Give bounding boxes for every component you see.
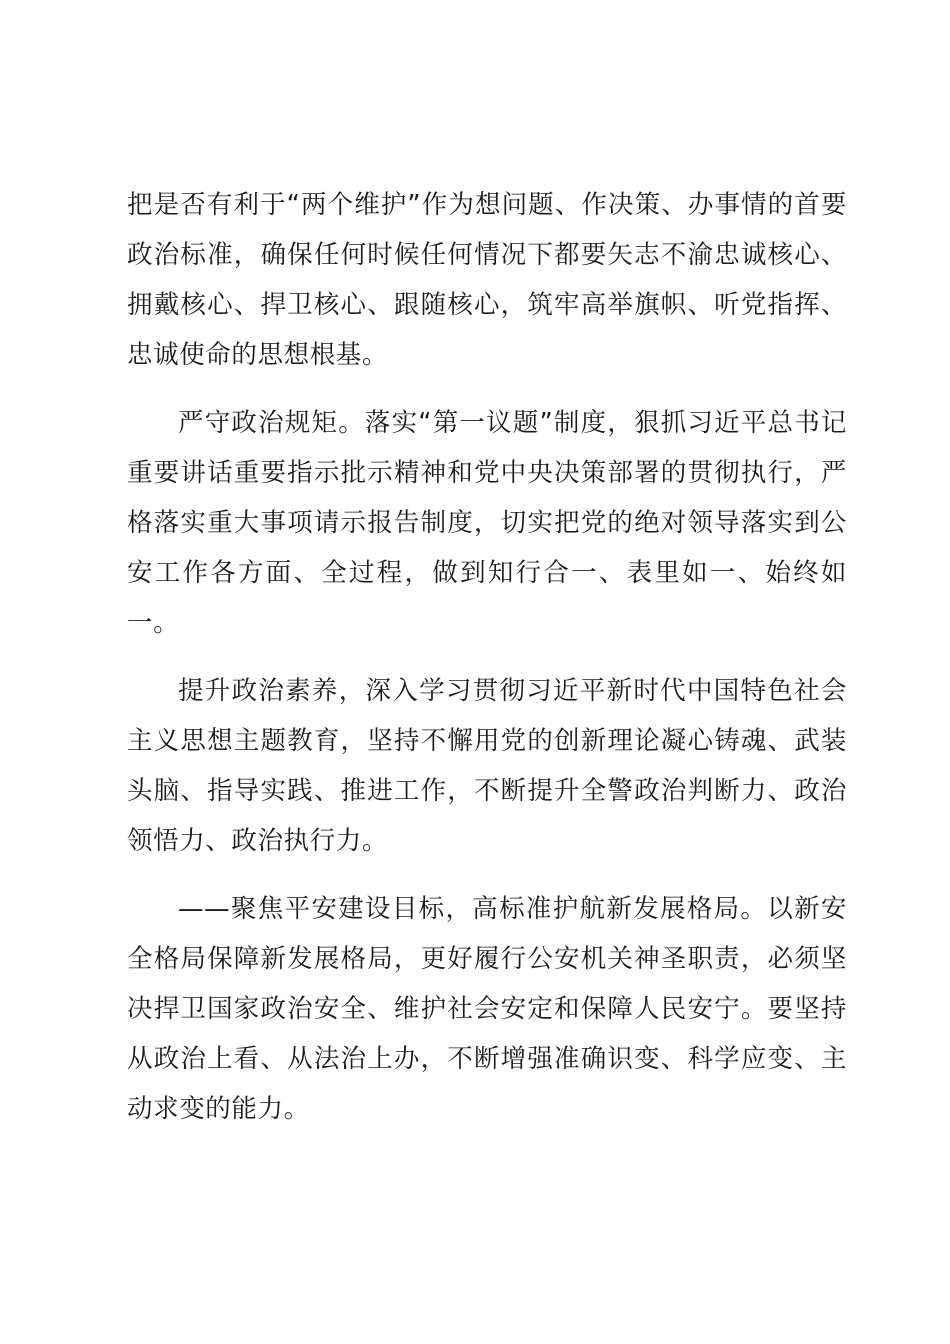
paragraph-political-rules: 严守政治规矩。落实“第一议题”制度，狠抓习近平总书记重要讲话重要指示批示精神和党中央决策部署的贯彻执行，严格落实重大事项请示报告制度，切实把党的绝对领导落实到公安工作各方面、全过程，做到知行合一、表里如一、始终如一。 (127, 408, 847, 638)
paragraph-political-literacy: 提升政治素养，深入学习贯彻习近平新时代中国特色社会主义思想主题教育，坚持不懈用党的创新理论凝心铸魂、武装头脑、指导实践、推进工作，不断提升全警政治判断力、政治领悟力、政治执行力。 (127, 676, 847, 856)
paragraph-continuation: 把是否有利于“两个维护”作为想问题、作决策、办事情的首要政治标准，确保任何时候任何情况下都要矢志不渝忠诚核心、拥戴核心、捍卫核心、跟随核心，筑牢高举旗帜、听党指挥、忠诚使命的思想根基。 (127, 190, 847, 370)
document-body (127, 180, 847, 1152)
paragraph-security-goal: ——聚焦平安建设目标，高标准护航新发展格局。以新安全格局保障新发展格局，更好履行公安机关神圣职责，必须坚决捍卫国家政治安全、维护社会安定和保障人民安宁。要坚持从政治上看、从法治上办，不断增强准确识变、科学应变、主动求变的能力。 (127, 894, 847, 1124)
